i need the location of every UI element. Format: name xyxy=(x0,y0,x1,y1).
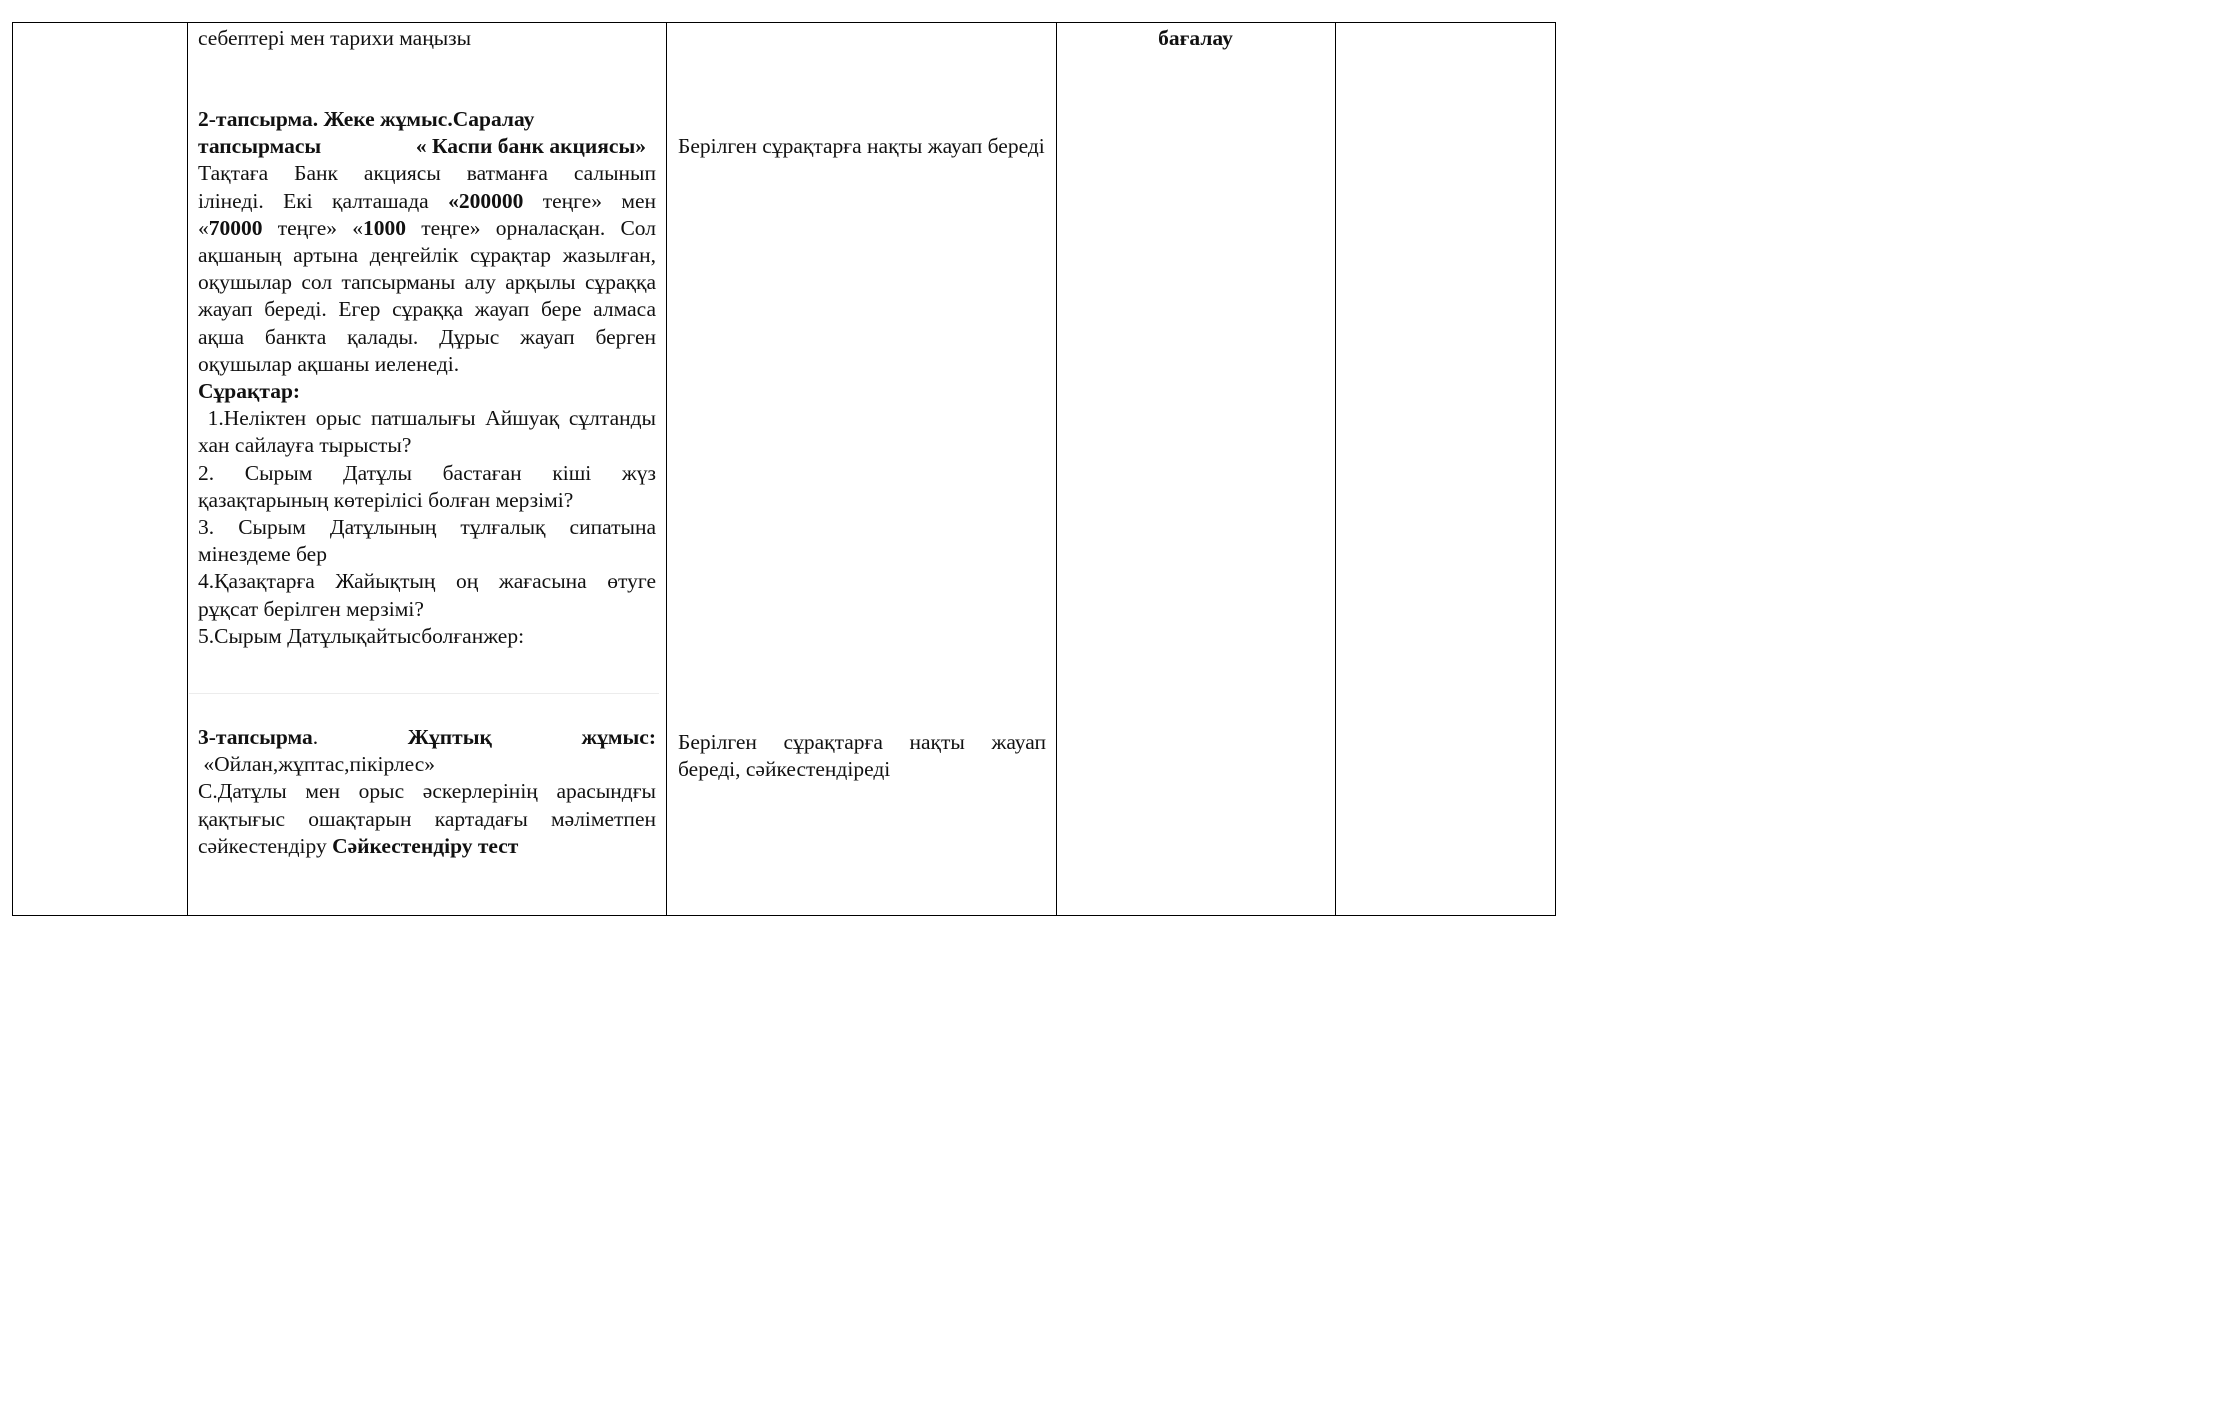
task3-title-word: Жұптық xyxy=(407,725,492,749)
assessment-heading-text: бағалау xyxy=(1158,26,1233,50)
task3-title xyxy=(198,724,656,751)
cell-separator xyxy=(189,693,659,694)
task2-title xyxy=(198,106,656,133)
column-divider-3 xyxy=(1056,22,1057,916)
amount-1000: 1000 xyxy=(363,215,407,240)
task2-body-text: Тақтаға Банк акциясы ватманға салынып xyxy=(198,161,656,186)
task2-title-word: тапсырмасы xyxy=(198,134,322,159)
question-3: 3. Сырым Датұлының тұлғалық сипатына мінездеме бер xyxy=(198,515,656,567)
task2-body-text: « xyxy=(198,215,209,240)
task2-body-text: теңге» орналасқан. Сол xyxy=(406,215,657,240)
assessment-heading xyxy=(1057,25,1334,52)
task3-body-text: С.Датұлы мен орыс әскерлерінің арасындғы қақтығыс ошақтарын картадағы мәліметпен сәйкестендіру xyxy=(198,779,656,858)
task3-block xyxy=(198,724,656,860)
task2-body-text: ілінеді. Екі қалташада xyxy=(198,188,449,213)
criteria-cell-1 xyxy=(678,133,1046,160)
question-4: 4.Қазақтарға Жайықтың оң жағасына өтуге рұқсат берілген мерзімі? xyxy=(198,569,656,621)
questions-title xyxy=(198,378,656,405)
question-2: 2. Сырым Датұлы бастаған кіші жүз қазақтарының көтерілісі болған мерзімі? xyxy=(198,460,656,512)
task3-title-number: 3-тапсырма xyxy=(198,725,313,749)
task2-title-quote: « Каспи банк акциясы» xyxy=(415,134,646,159)
task3-title-left xyxy=(198,724,318,751)
task2-body-rest: ақшаның артына деңгейлік сұрақтар жазылған, оқушылар сол тапсырманы алу арқылы сұраққа жауап береді. Егер сұраққа жауап бере алмаса ақша банкта қалады. Дұрыс жауап берген оқушылар ақшаны иеленеді. xyxy=(198,243,656,376)
task3-title-word2: жұмыс: xyxy=(581,725,656,749)
task2-body-line2 xyxy=(198,188,656,215)
criteria-cell-2 xyxy=(678,729,1046,783)
intro-text-cell xyxy=(198,25,656,52)
assessment-heading-cell xyxy=(1057,25,1334,52)
questions-title-text: Сұрақтар: xyxy=(198,379,301,404)
question-5: 5.Сырым Датұлықайтысболғанжер: xyxy=(198,623,525,648)
task2-title-line1: 2-тапсырма. Жеке жұмыс.Саралау xyxy=(198,107,535,131)
column-divider-1 xyxy=(187,22,188,916)
column-divider-2 xyxy=(666,22,667,916)
task3-body xyxy=(198,778,656,860)
task2-body-text: теңге» мен xyxy=(523,188,656,213)
question-1: 1.Неліктен орыс патшалығы Айшуақ сұлтанды хан сайлауға тырысты? xyxy=(198,406,662,458)
criteria-text-1: Берілген сұрақтарға нақты жауап береді xyxy=(678,134,1045,158)
document-page xyxy=(0,0,1568,1003)
amount-200000: «200000 xyxy=(448,188,524,213)
intro-text: себептері мен тарихи маңызы xyxy=(198,26,472,50)
task3-subtitle: «Ойлан,жұптас,пікірлес» xyxy=(198,752,436,777)
task2-title-line2 xyxy=(198,133,656,160)
amount-70000: 70000 xyxy=(208,215,263,240)
criteria-text-2: Берілген сұрақтарға нақты жауап береді, сәйкестендіреді xyxy=(678,730,1046,782)
task2-block xyxy=(198,106,662,650)
task3-title-dot: . xyxy=(312,725,319,749)
task2-body-line1 xyxy=(198,160,656,187)
task2-body-text: теңге» « xyxy=(262,215,364,240)
task2-body-line3 xyxy=(198,215,656,242)
column-divider-4 xyxy=(1335,22,1336,916)
task3-body-bold: Сәйкестендіру тест xyxy=(332,833,519,858)
